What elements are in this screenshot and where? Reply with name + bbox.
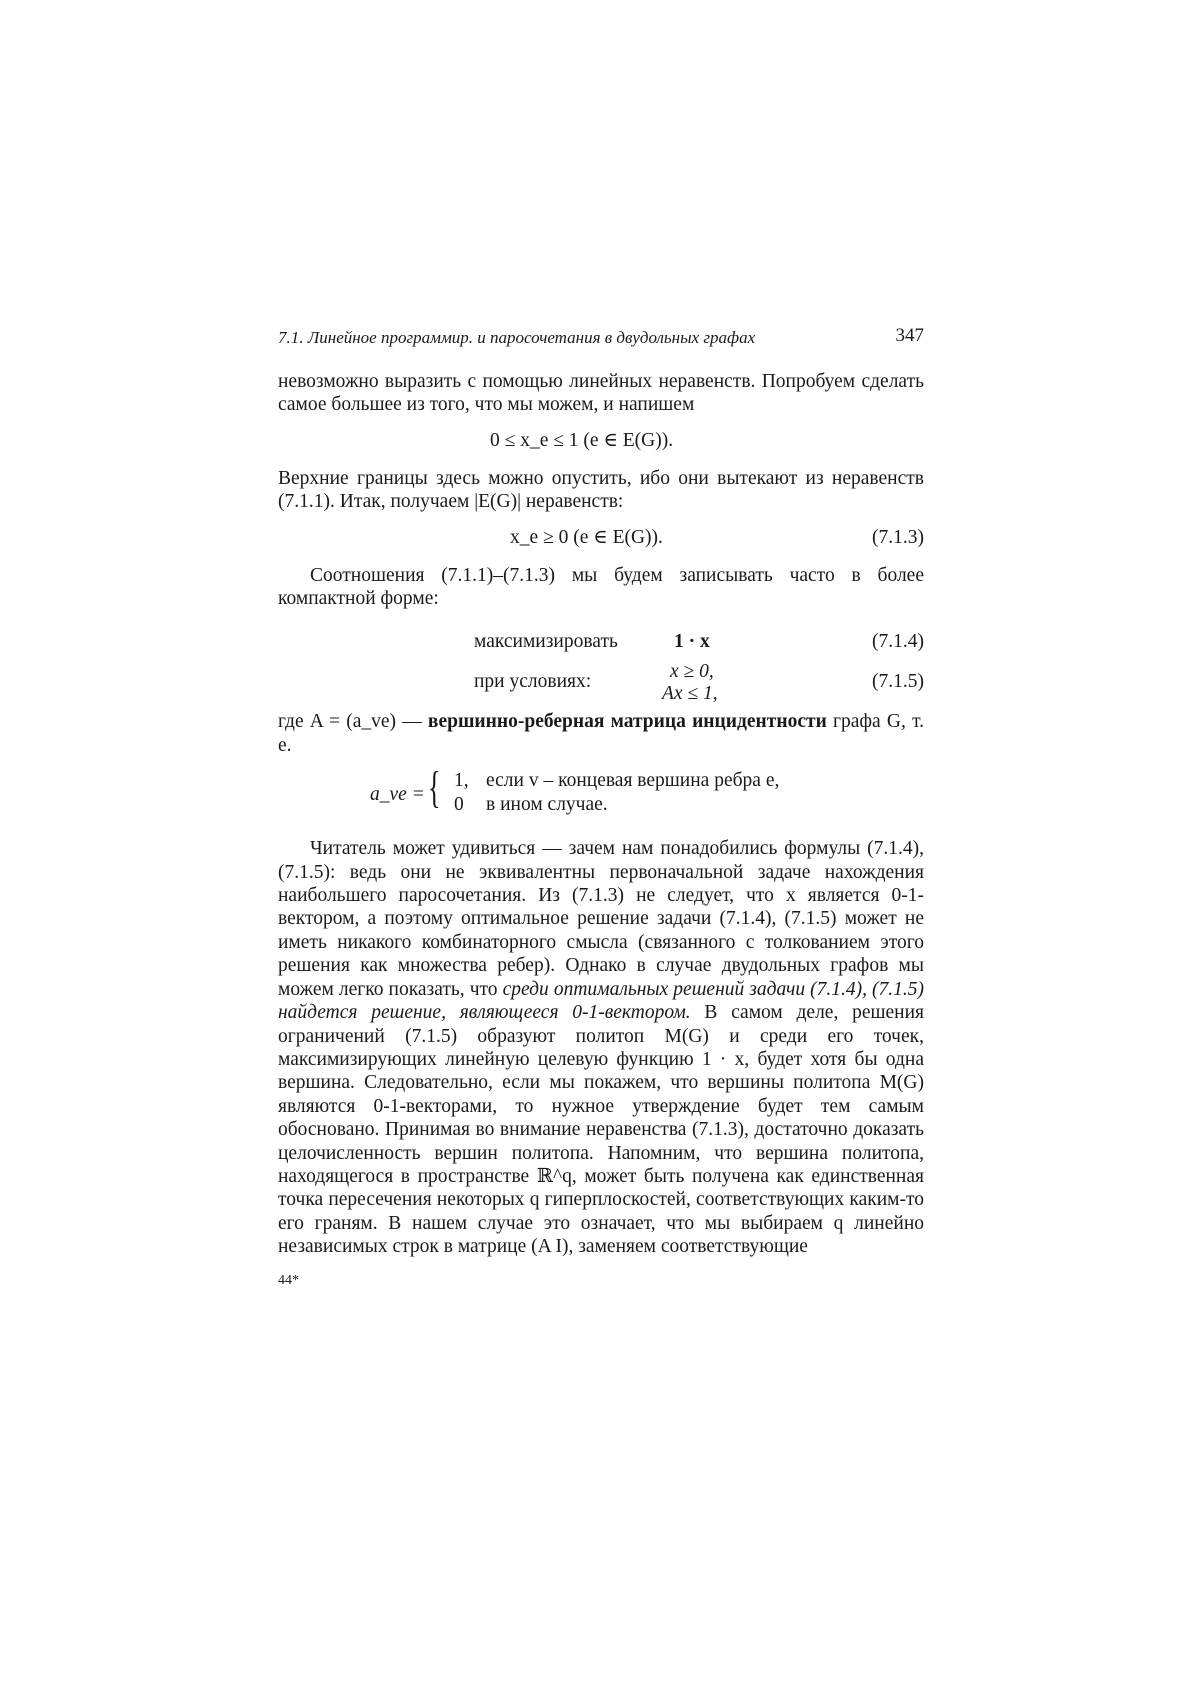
case-2-text: в ином случае. bbox=[486, 794, 608, 816]
equation-number-7-1-5: (7.1.5) bbox=[872, 671, 924, 693]
paragraph-1: невозможно выразить с помощью линейных неравенств. Попробуем сделать самое большее из того, что мы можем, и напишем bbox=[278, 371, 924, 416]
constraint-nonneg: x ≥ 0, bbox=[670, 661, 714, 683]
paragraph-4 bbox=[278, 710, 924, 757]
paragraph-5-emphasis: среди оптимальных решений задачи (7.1.4), (7.1.5) найдется решение, являющееся 0-1-вектором. bbox=[278, 978, 925, 1024]
paragraph-4-pre: где A = (a_ve) — bbox=[278, 711, 428, 733]
objective-function: 1 · x bbox=[674, 631, 710, 653]
case-2-value: 0 bbox=[454, 794, 464, 816]
paragraph-2: Верхние границы здесь можно опустить, ибо они вытекают из неравенств (7.1.1). Итак, получаем |E(G)| неравенств: bbox=[278, 467, 924, 513]
running-head bbox=[278, 324, 924, 350]
linear-program bbox=[278, 620, 924, 705]
equation-number-7-1-3: (7.1.3) bbox=[872, 526, 924, 548]
paragraph-5-part-1: Читатель может удивиться — зачем нам понадобились формулы (7.1.4), (7.1.5): ведь они не эквивалентны первоначальной задаче нахождения наибольшего паросочетания. Из (7.1.3) не следует, что x является 0-1-вектором, а поэтому оптимальное решение задачи (7.1.4), (7.1.5) может не иметь никакого комбинаторного смысла (связанного с толкованием этого решения как множества ребер). Однако в случае двудольных графов мы можем легко показать, что bbox=[278, 838, 924, 1000]
paragraph-3: Соотношения (7.1.1)–(7.1.3) мы будем записывать часто в более компактной форме: bbox=[278, 564, 924, 610]
term-incidence-matrix: вершинно-реберная матрица инцидентности bbox=[427, 711, 827, 733]
incidence-definition bbox=[278, 763, 924, 823]
formula-bounds: 0 ≤ x_e ≤ 1 (e ∈ E(G)). bbox=[490, 429, 674, 451]
display-formula-1 bbox=[278, 429, 924, 453]
case-1-value: 1, bbox=[454, 770, 469, 792]
paragraph-4-post: графа G, т. е. bbox=[278, 711, 924, 756]
formula-nonneg: x_e ≥ 0 (e ∈ E(G)). bbox=[510, 526, 663, 548]
paragraph-5-part-2: В самом деле, решения ограничений (7.1.5) образуют политоп M(G) и среди его точек, максимизирующих линейную целевую функцию 1 · x, будет хотя бы одна вершина. Следовательно, если мы покажем, что вершины политопа M(G) являются 0-1-векторами, то нужное утверждение будет тем самым обосновано. Принимая во внимание неравенства (7.1.3), достаточно доказать целочисленность вершин политопа. Напомним, что вершина политопа, находящегося в пространстве ℝ^q, может быть получена как единственная точка пересечения некоторых q гиперплоскостей, соответствующих каким-то его граням. В нашем случае это означает, что мы выбираем q линейно независимых строк в матрице bbox=[278, 1002, 924, 1258]
subject-to-label: при условиях: bbox=[474, 671, 592, 693]
page-number: 347 bbox=[895, 325, 924, 346]
equation-number-7-1-4: (7.1.4) bbox=[872, 631, 924, 653]
running-head-title: 7.1. Линейное программир. и паросочетания в двудольных графах bbox=[278, 328, 756, 347]
case-1-text: если v – концевая вершина ребра e, bbox=[486, 770, 780, 792]
cases-lhs: a_ve = bbox=[370, 784, 425, 806]
left-brace: { bbox=[428, 763, 441, 813]
paragraph-5-part-3: , заменяем соответствующие bbox=[568, 1236, 808, 1258]
binomial-matrix: (A I) bbox=[531, 1236, 569, 1258]
paragraph-5 bbox=[278, 837, 924, 1258]
signature-mark: 44* bbox=[278, 1272, 299, 1288]
constraint-incidence: Ax ≤ 1, bbox=[662, 683, 718, 705]
book-page bbox=[278, 324, 924, 1292]
maximize-label: максимизировать bbox=[474, 631, 618, 653]
display-formula-2 bbox=[278, 526, 924, 550]
